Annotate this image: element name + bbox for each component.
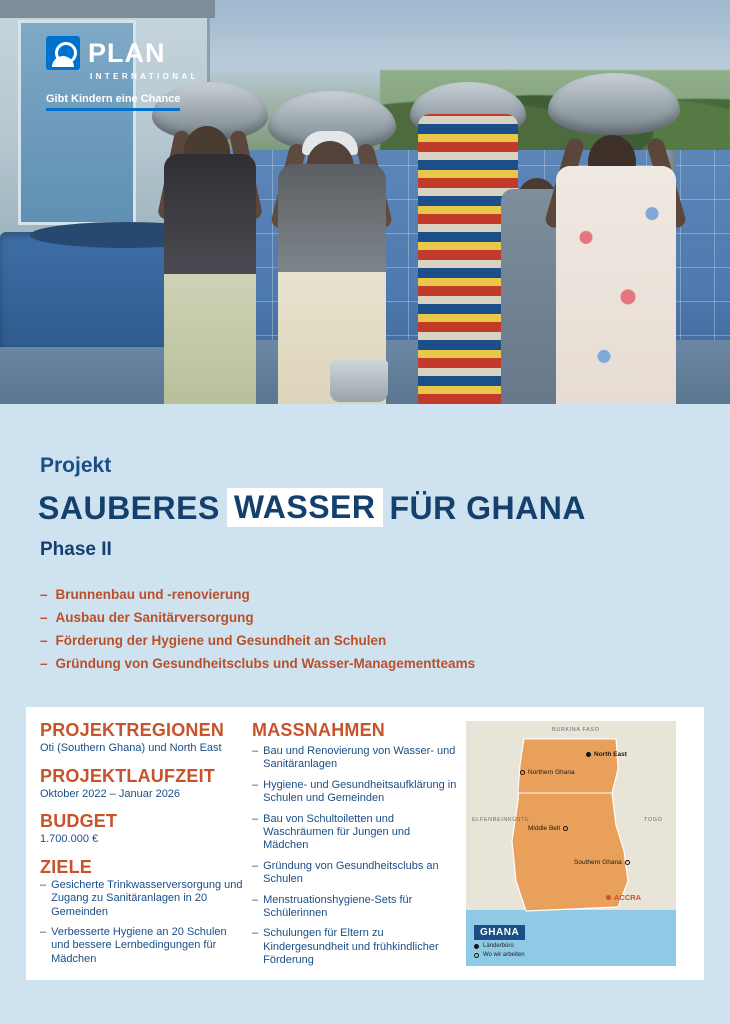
list-item bbox=[40, 926, 248, 966]
dash-bullet-icon: – bbox=[252, 859, 259, 872]
map-label-burkina: BURKINA FASO bbox=[552, 727, 600, 733]
map-city-accra bbox=[606, 893, 641, 902]
project-kicker: Projekt bbox=[40, 454, 112, 477]
logo-subtitle: INTERNATIONAL bbox=[90, 72, 199, 81]
section-text-regions: Oti (Southern Ghana) und North East bbox=[40, 741, 222, 754]
card-column-measures bbox=[248, 707, 458, 980]
logo-wordmark: PLAN bbox=[88, 37, 166, 68]
section-title-budget: BUDGET bbox=[40, 811, 118, 832]
bullet-label: Brunnenbau und -renovierung bbox=[55, 587, 250, 602]
headline-part-1: SAUBERES bbox=[38, 489, 220, 526]
list-item bbox=[252, 745, 458, 772]
map-city-label: Northern Ghana bbox=[528, 769, 575, 776]
project-phase: Phase II bbox=[40, 539, 112, 560]
hero-photo bbox=[0, 0, 730, 404]
section-title-measures: MASSNAHMEN bbox=[252, 720, 386, 740]
goal-label: Verbesserte Hygiene an 20 Schulen und bessere Lernbedingungen für Mädchen bbox=[51, 926, 227, 965]
map-marker-open-icon bbox=[474, 953, 479, 958]
metal-basin-icon bbox=[548, 73, 680, 135]
list-item bbox=[40, 587, 730, 602]
woman-carrying-basin-1 bbox=[150, 74, 270, 404]
bucket bbox=[330, 360, 388, 402]
section-title-duration: PROJEKTLAUFZEIT bbox=[40, 765, 216, 786]
list-item bbox=[40, 879, 248, 919]
map-city-middle-belt bbox=[528, 825, 568, 832]
headline-part-2: FÜR GHANA bbox=[389, 489, 586, 526]
plan-logo-mark-icon bbox=[46, 36, 80, 70]
list-item bbox=[252, 894, 458, 921]
map-label-ivorycoast: ELFENBEINKÜSTE bbox=[472, 817, 530, 823]
card-column-left bbox=[26, 707, 248, 980]
ghana-map bbox=[466, 721, 676, 966]
measure-label: Menstruationshygiene-Sets für Schülerinnen bbox=[263, 893, 413, 919]
map-marker-open-icon bbox=[625, 860, 630, 865]
measure-label: Bau und Renovierung von Wasser- und Sanitäranlagen bbox=[263, 744, 456, 771]
page-title bbox=[38, 488, 730, 527]
map-city-label: North East bbox=[594, 751, 627, 758]
dash-bullet-icon: – bbox=[40, 587, 48, 602]
body bbox=[556, 166, 676, 404]
title-section bbox=[0, 404, 730, 679]
list-item bbox=[252, 860, 458, 887]
legend-label: Länderbüro bbox=[483, 943, 514, 949]
goal-label: Gesicherte Trinkwasserversorgung und Zugang zu Sanitäranlagen in 20 Gemeinden bbox=[51, 878, 243, 918]
measure-label: Hygiene- und Gesundheitsaufklärung in Schulen und Gemeinden bbox=[263, 778, 457, 805]
body bbox=[164, 154, 256, 404]
map-city-northern-ghana bbox=[520, 769, 575, 776]
list-item bbox=[252, 779, 458, 806]
dash-bullet-icon: – bbox=[252, 812, 259, 825]
card-column-map bbox=[458, 707, 690, 980]
measure-label: Schulungen für Eltern zu Kindergesundheit und frühkindlicher Förderung bbox=[263, 927, 439, 967]
list-item bbox=[252, 927, 458, 967]
highlight-bullets bbox=[40, 587, 730, 671]
list-item bbox=[40, 656, 730, 671]
map-marker-open-icon bbox=[520, 770, 525, 775]
section-title-goals: ZIELE bbox=[40, 856, 93, 877]
map-marker-open-icon bbox=[563, 826, 568, 831]
list-item bbox=[40, 610, 730, 625]
legend-label: Wo wir arbeiten bbox=[483, 952, 525, 958]
map-marker-capital-icon bbox=[606, 895, 611, 900]
list-item bbox=[252, 813, 458, 853]
dash-bullet-icon: – bbox=[40, 633, 48, 648]
section-text-duration: Oktober 2022 – Januar 2026 bbox=[40, 787, 181, 800]
measure-label: Bau von Schultoiletten und Waschräumen für Jungen und Mädchen bbox=[263, 812, 411, 852]
dash-bullet-icon: – bbox=[40, 656, 48, 671]
map-marker-filled-icon bbox=[474, 944, 479, 949]
dash-bullet-icon: – bbox=[252, 893, 259, 906]
headline-highlight: WASSER bbox=[227, 488, 383, 527]
woman-carrying-basin-4 bbox=[548, 59, 683, 404]
list-item bbox=[40, 633, 730, 648]
map-label-togo: TOGO bbox=[644, 817, 663, 823]
plan-international-logo bbox=[46, 36, 199, 111]
roof bbox=[0, 0, 215, 18]
map-city-label: Southern Ghana bbox=[574, 859, 622, 866]
logo-tagline: Gibt Kindern eine Chance bbox=[46, 93, 180, 111]
dash-bullet-icon: – bbox=[40, 926, 47, 939]
dash-bullet-icon: – bbox=[40, 610, 48, 625]
map-city-north-east bbox=[586, 751, 627, 758]
bullet-label: Gründung von Gesundheitsclubs und Wasser-Managementteams bbox=[55, 656, 476, 671]
woman-carrying-basin-2 bbox=[262, 69, 402, 404]
bullet-label: Ausbau der Sanitärversorgung bbox=[55, 610, 254, 625]
map-city-southern-ghana bbox=[574, 859, 630, 866]
legend-row bbox=[474, 952, 560, 958]
map-city-label: Middle Belt bbox=[528, 825, 561, 832]
section-title-regions: PROJEKTREGIONEN bbox=[40, 720, 225, 740]
info-card bbox=[26, 707, 704, 980]
dash-bullet-icon: – bbox=[252, 927, 259, 940]
dash-bullet-icon: – bbox=[40, 878, 47, 891]
map-legend bbox=[474, 922, 560, 958]
dash-bullet-icon: – bbox=[252, 744, 259, 757]
dash-bullet-icon: – bbox=[252, 778, 259, 791]
measure-label: Gründung von Gesundheitsclubs an Schulen bbox=[263, 859, 439, 886]
map-city-label: ACCRA bbox=[614, 893, 642, 902]
legend-country-title: GHANA bbox=[474, 925, 525, 940]
legend-row bbox=[474, 943, 560, 949]
bullet-label: Förderung der Hygiene und Gesundheit an Schulen bbox=[55, 633, 387, 648]
section-text-budget: 1.700.000 € bbox=[40, 833, 99, 846]
map-marker-filled-icon bbox=[586, 752, 591, 757]
